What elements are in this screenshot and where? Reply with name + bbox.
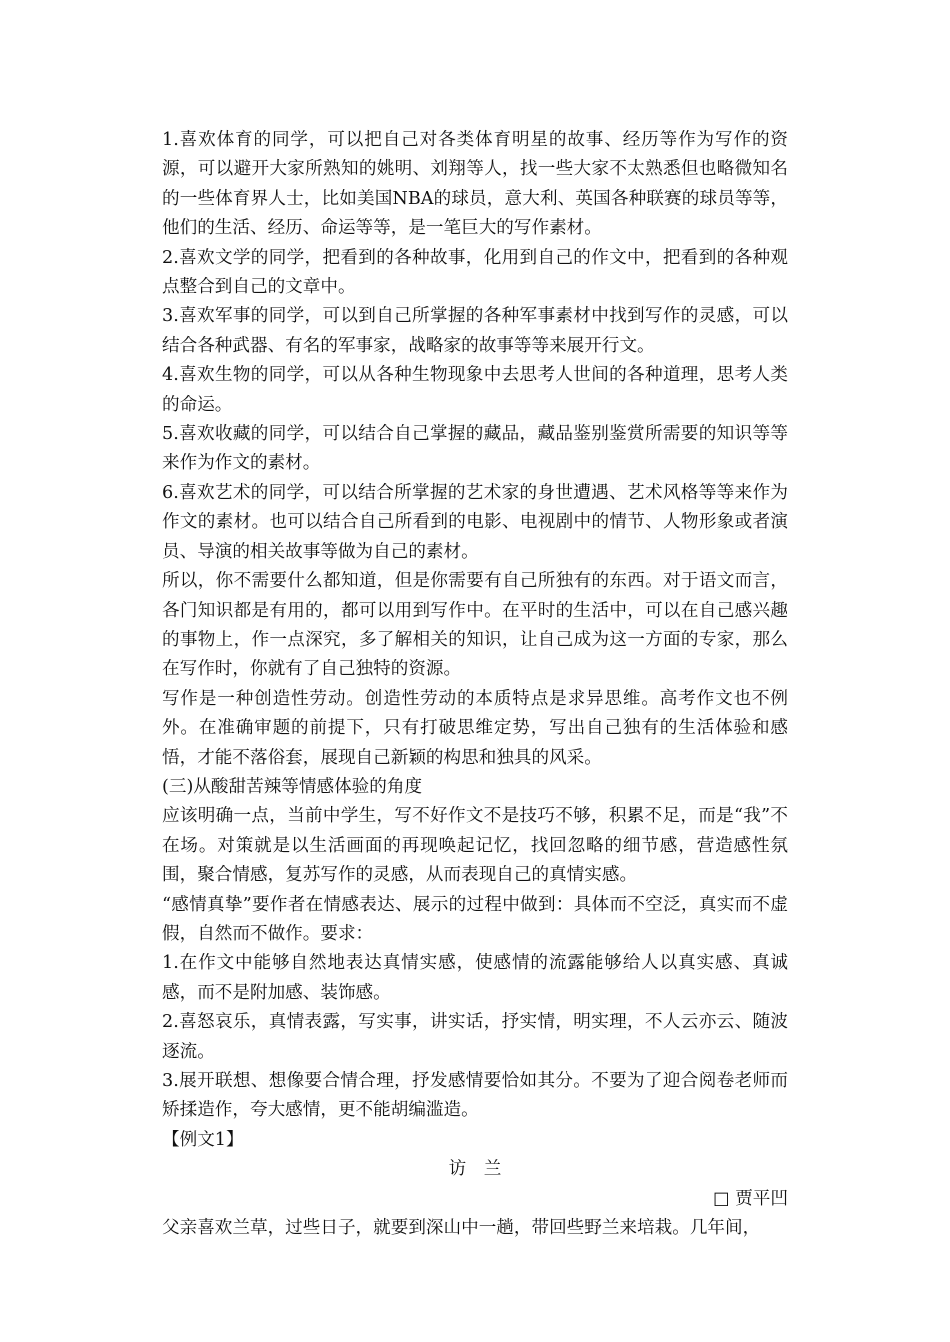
essay-first-line: 父亲喜欢兰草，过些日子，就要到深山中一趟，带回些野兰来培栽。几年间，	[162, 1218, 761, 1239]
requirement-2: 2.喜怒哀乐，真情表露，写实事，讲实话，抒实情，明实理，不人云亦云、随波逐流。	[162, 1012, 788, 1062]
example-label: 【例文1】	[162, 1129, 244, 1150]
paragraph-military: 3.喜欢军事的同学，可以到自己所掌握的各种军事素材中找到写作的灵感，可以结合各种武器、有名的军事家，战略家的故事等等来展开行文。	[162, 306, 788, 356]
paragraph-summary: 所以，你不需要什么都知道，但是你需要有自己所独有的东西。对于语文而言，各门知识都是有用的，都可以用到写作中。在平时的生活中，可以在自己感兴趣的事物上，作一点深究，多了解相关的知识，让自己成为这一方面的专家，那么在写作时，你就有了自己独特的资源。	[162, 571, 788, 680]
paragraph-art: 6.喜欢艺术的同学，可以结合所掌握的艺术家的身世遭遇、艺术风格等等来作为作文的素材。也可以结合自己所看到的电影、电视剧中的情节、人物形象或者演员、导演的相关故事等做为自己的素材。	[162, 482, 788, 562]
paragraph-creative-labor: 写作是一种创造性劳动。创造性劳动的本质特点是求异思维。高考作文也不例外。在准确审题的前提下，只有打破思维定势，写出自己独有的生活体验和感悟，才能不落俗套，展现自己新颖的构思和独具的风采。	[162, 688, 788, 768]
requirement-3: 3.展开联想、想像要合情合理，抒发感情要恰如其分。不要为了迎合阅卷老师而矫揉造作，夸大感情，更不能胡编滥造。	[162, 1071, 788, 1121]
paragraph-sincere-emotion: “感情真挚”要作者在情感表达、展示的过程中做到：具体而不空泛，真实而不虚假，自然而不做作。要求：	[162, 894, 788, 944]
paragraph-clarify: 应该明确一点，当前中学生，写不好作文不是技巧不够，积累不足，而是“我”不在场。对策就是以生活画面的再现唤起记忆，找回忽略的细节感，营造感性氛围，聚合情感，复苏写作的灵感，从而表现自己的真情实感。	[162, 806, 788, 886]
paragraph-literature: 2.喜欢文学的同学，把看到的各种故事，化用到自己的作文中，把看到的各种观点整合到自己的文章中。	[162, 247, 788, 298]
document-page	[162, 126, 788, 1243]
paragraph-collecting: 5.喜欢收藏的同学，可以结合自己掌握的藏品，藏品鉴别鉴赏所需要的知识等等来作为作文的素材。	[162, 424, 788, 474]
paragraph-biology: 4.喜欢生物的同学，可以从各种生物现象中去思考人世间的各种道理，思考人类的命运。	[162, 365, 788, 415]
essay-author: □ 贾平凹	[713, 1188, 788, 1209]
section-heading: (三)从酸甜苦辣等情感体验的角度	[162, 776, 423, 797]
requirement-1: 1.在作文中能够自然地表达真情实感，使感情的流露能够给人以真实感、真诚感，而不是附加感、装饰感。	[162, 953, 788, 1003]
essay-title: 访 兰	[448, 1159, 502, 1180]
paragraph-sports: 1.喜欢体育的同学，可以把自己对各类体育明星的故事、经历等作为写作的资源，可以避开大家所熟知的姚明、刘翔等人，找一些大家不太熟悉但也略微知名的一些体育界人士，比如美国NBA的球员，意大利、英国各种联赛的球员等等，他们的生活、经历、命运等等，是一笔巨大的写作素材。	[162, 130, 788, 239]
